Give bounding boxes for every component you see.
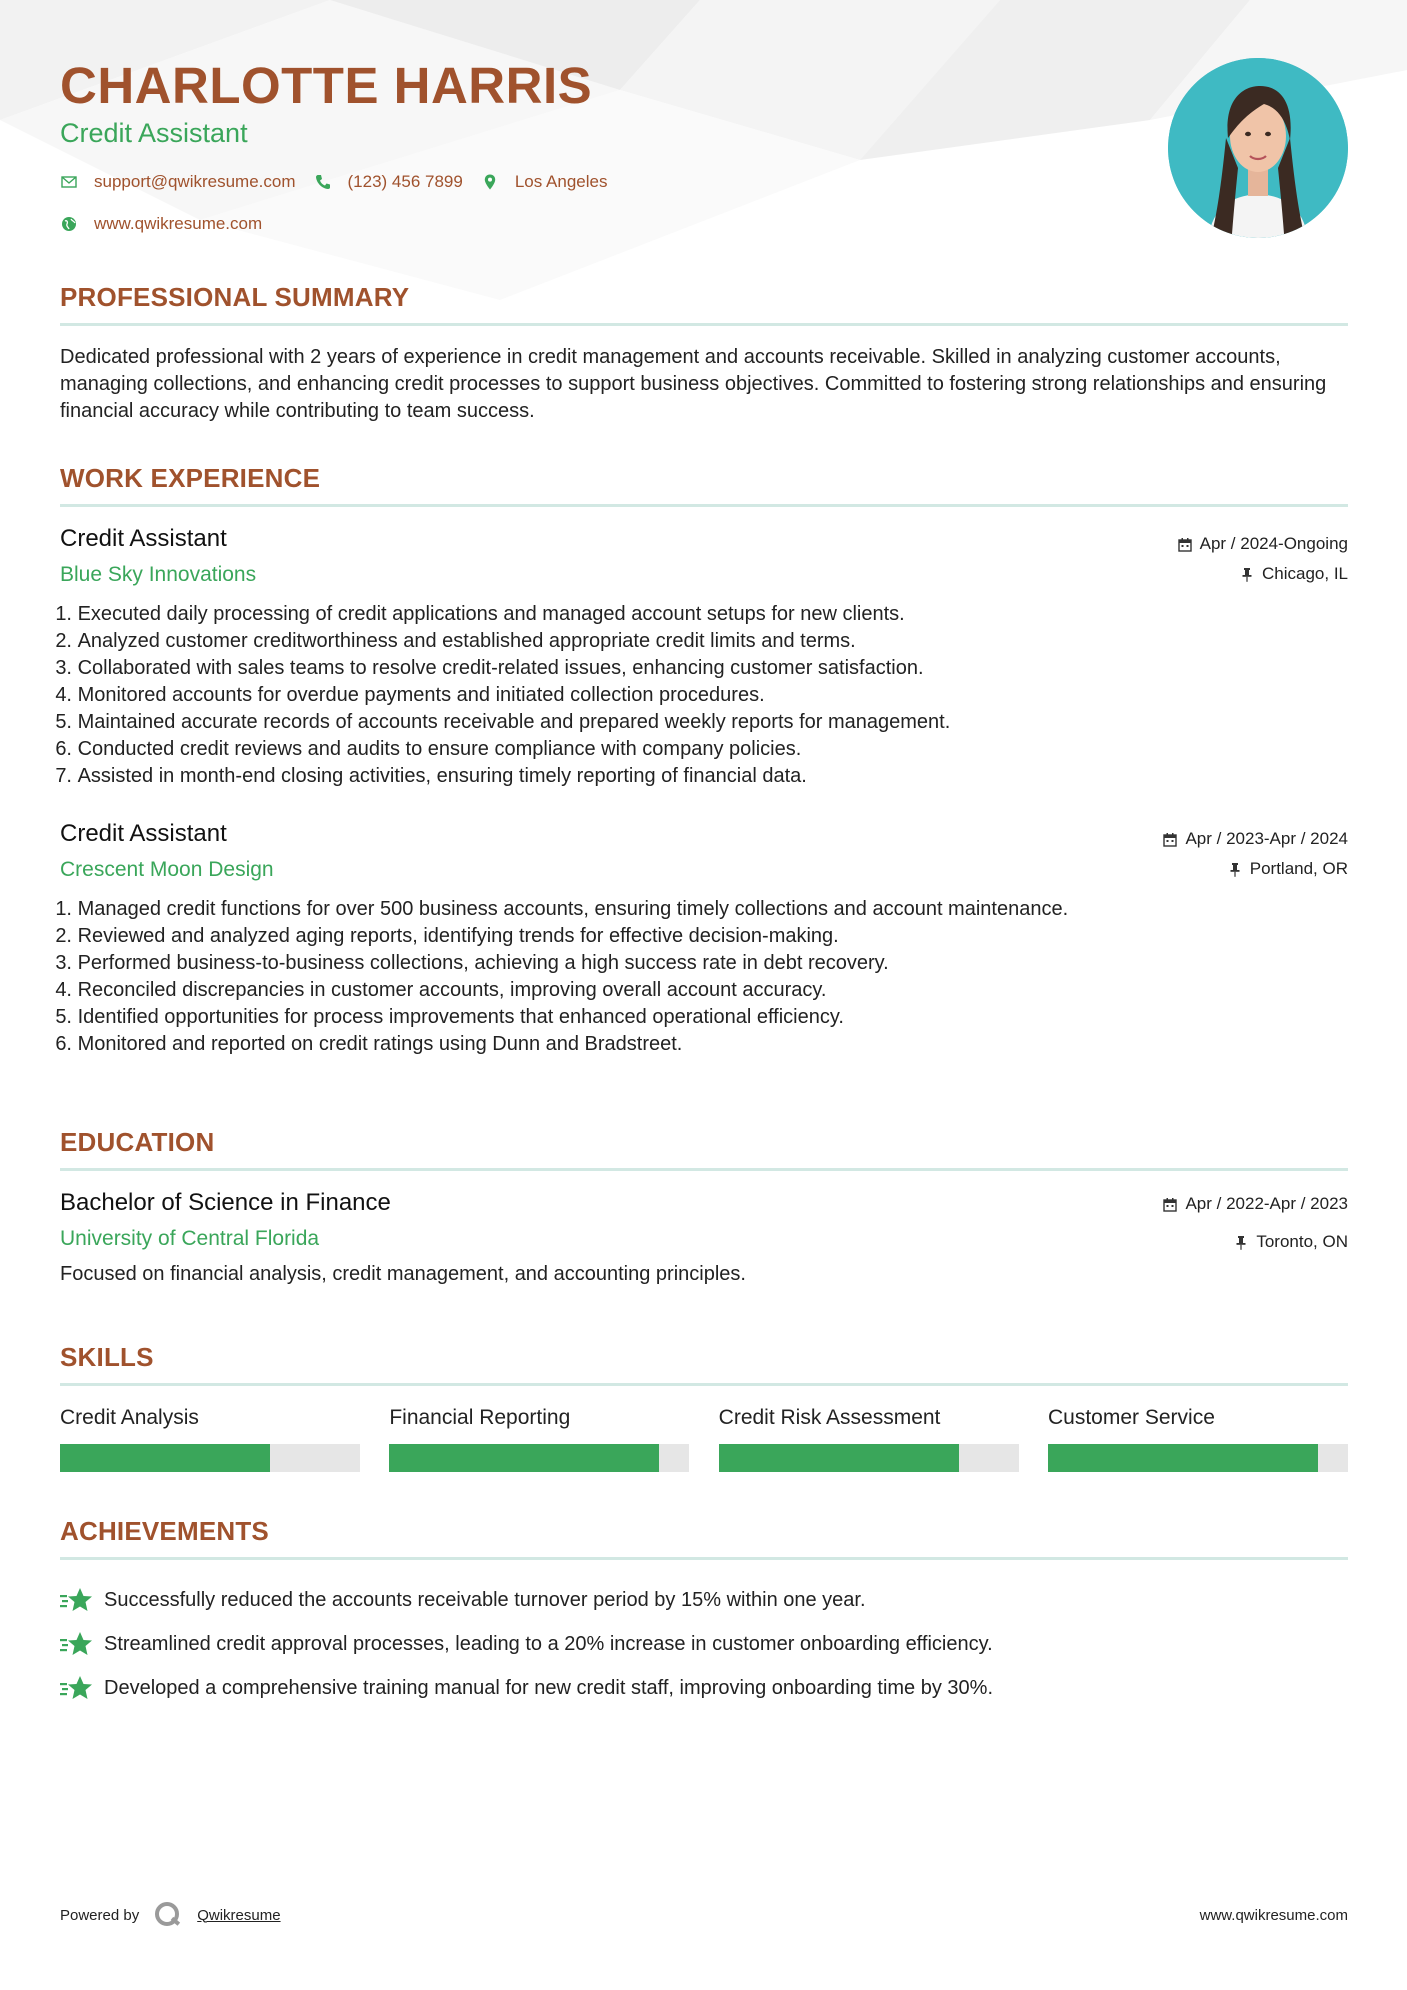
summary-heading: PROFESSIONAL SUMMARY	[60, 282, 410, 312]
list-item: 1. Executed daily processing of credit applications and managed account setups for new clients.	[55, 603, 905, 625]
phone-text: (123) 456 7899	[347, 172, 463, 191]
profile-photo-illustration	[1168, 58, 1348, 238]
section-divider	[60, 1168, 1348, 1171]
skill-name: Credit Risk Assessment	[718, 1406, 941, 1429]
pushpin-icon	[1228, 862, 1242, 877]
star-icon	[60, 1586, 94, 1614]
achievements-heading: ACHIEVEMENTS	[60, 1516, 269, 1546]
list-item: 2. Analyzed customer creditworthiness and established appropriate credit limits and terms.	[55, 630, 856, 652]
contact-website[interactable]	[60, 214, 262, 234]
list-item: 5. Identified opportunities for process improvements that enhanced operational efficiency.	[55, 1006, 844, 1028]
skill-item	[719, 1406, 1019, 1472]
contact-phone[interactable]	[314, 172, 463, 192]
list-item: 7. Assisted in month-end closing activities, ensuring timely reporting of financial data.	[55, 765, 807, 787]
list-item: 3. Collaborated with sales teams to resolve credit-related issues, enhancing customer satisfaction.	[55, 657, 924, 679]
job-dates-text: Apr / 2023-Apr / 2024	[1185, 829, 1348, 848]
education-heading: EDUCATION	[60, 1127, 215, 1157]
contact-row-secondary	[60, 214, 280, 234]
education-location	[1163, 1227, 1348, 1257]
list-item: 4. Monitored accounts for overdue payments and initiated collection procedures.	[55, 684, 765, 706]
education-dates-text: Apr / 2022-Apr / 2023	[1185, 1194, 1348, 1213]
pushpin-icon	[1240, 567, 1254, 582]
email-text: support@qwikresume.com	[94, 172, 296, 191]
list-item: 1. Managed credit functions for over 500 business accounts, ensuring timely collections and account maintenance.	[55, 898, 1069, 920]
experience-heading: WORK EXPERIENCE	[60, 463, 321, 493]
list-item: 6. Monitored and reported on credit ratings using Dunn and Bradstreet.	[55, 1033, 683, 1055]
job-title: Credit Assistant	[60, 820, 227, 847]
achievement-item	[60, 1578, 1348, 1622]
job-location	[1178, 559, 1348, 589]
list-item: 6. Conducted credit reviews and audits to ensure compliance with company policies.	[55, 738, 802, 760]
section-divider	[60, 1557, 1348, 1560]
achievement-text: Successfully reduced the accounts receivable turnover period by 15% within one year.	[104, 1588, 866, 1611]
map-pin-icon	[481, 173, 499, 191]
skill-item	[389, 1406, 689, 1472]
calendar-icon	[1163, 832, 1177, 847]
summary-text: Dedicated professional with 2 years of experience in credit management and accounts receivable. Skilled in analyzing customer accounts, managing collections, and enhancing credit processes to support business objectives. Committed to fostering strong relationships and ensuring financial accuracy while contributing to team success.	[60, 346, 1327, 422]
list-item: 2. Reviewed and analyzed aging reports, identifying trends for effective decision-making.	[55, 925, 839, 947]
skill-bar-fill	[389, 1444, 659, 1472]
education-entry	[60, 1189, 1348, 1286]
job-dates-text: Apr / 2024-Ongoing	[1199, 534, 1348, 553]
achievement-item	[60, 1666, 1348, 1710]
education-meta	[1163, 1189, 1348, 1257]
job-entry	[55, 820, 1348, 1058]
job-dates	[1178, 529, 1348, 559]
footer	[60, 1900, 1348, 1930]
location-text: Los Angeles	[514, 172, 608, 191]
job-bullets	[55, 601, 1348, 790]
pushpin-icon	[1234, 1235, 1248, 1250]
job-dates	[1163, 824, 1348, 854]
achievements-list	[60, 1578, 1348, 1710]
phone-icon	[314, 173, 332, 191]
globe-icon	[60, 215, 78, 233]
skills-grid	[60, 1406, 1348, 1472]
job-entry	[55, 525, 1348, 790]
section-divider	[60, 323, 1348, 326]
education-description: Focused on financial analysis, credit management, and accounting principles.	[60, 1263, 746, 1285]
qwikresume-link[interactable]: Qwikresume	[197, 1906, 281, 1924]
job-location-text: Chicago, IL	[1262, 564, 1348, 583]
skill-name: Financial Reporting	[389, 1406, 571, 1429]
qwikresume-logo-icon	[153, 1900, 183, 1930]
section-divider	[60, 1383, 1348, 1386]
degree-title: Bachelor of Science in Finance	[60, 1189, 391, 1216]
education-dates	[1163, 1189, 1348, 1219]
avatar	[1168, 58, 1348, 238]
experience-section	[55, 463, 1348, 1058]
list-item: 3. Performed business-to-business collections, achieving a high success rate in debt recovery.	[55, 952, 889, 974]
skills-heading: SKILLS	[60, 1342, 154, 1372]
job-location-text: Portland, OR	[1249, 859, 1348, 878]
skill-name: Credit Analysis	[60, 1406, 199, 1429]
calendar-icon	[1163, 1197, 1177, 1212]
contact-row-primary	[60, 172, 625, 192]
website-text: www.qwikresume.com	[94, 214, 263, 233]
education-section	[60, 1127, 1348, 1286]
star-icon	[60, 1630, 94, 1658]
skill-bar	[1048, 1444, 1348, 1472]
skill-bar	[719, 1444, 1019, 1472]
skill-bar-fill	[1048, 1444, 1318, 1472]
contact-location	[481, 172, 608, 192]
skill-name: Customer Service	[1047, 1406, 1215, 1429]
list-item: 4. Reconciled discrepancies in customer accounts, improving overall account accuracy.	[55, 979, 827, 1001]
skill-item	[1048, 1406, 1348, 1472]
candidate-name: CHARLOTTE HARRIS	[60, 57, 593, 114]
powered-by-label: Powered by	[60, 1906, 140, 1924]
job-location	[1163, 854, 1348, 884]
achievement-text: Developed a comprehensive training manual for new credit staff, improving onboarding time by 30%.	[104, 1676, 994, 1699]
education-location-text: Toronto, ON	[1256, 1232, 1348, 1251]
star-icon	[60, 1674, 94, 1702]
job-title: Credit Assistant	[60, 525, 227, 552]
list-item: 5. Maintained accurate records of accounts receivable and prepared weekly reports for management.	[55, 711, 951, 733]
job-company: Crescent Moon Design	[60, 858, 274, 881]
envelope-icon	[60, 173, 78, 191]
summary-section	[60, 282, 1348, 425]
skill-item	[60, 1406, 360, 1472]
skill-bar	[60, 1444, 360, 1472]
candidate-role: Credit Assistant	[60, 118, 248, 148]
job-company: Blue Sky Innovations	[60, 563, 257, 586]
contact-email[interactable]	[60, 172, 296, 192]
calendar-icon	[1178, 537, 1192, 552]
skills-section	[60, 1342, 1348, 1472]
footer-website[interactable]: www.qwikresume.com	[1199, 1906, 1348, 1924]
skill-bar-fill	[60, 1444, 270, 1472]
skill-bar-fill	[719, 1444, 959, 1472]
school-name: University of Central Florida	[60, 1227, 320, 1250]
achievement-item	[60, 1622, 1348, 1666]
job-meta	[1178, 529, 1348, 589]
section-divider	[60, 504, 1348, 507]
skill-bar	[389, 1444, 689, 1472]
job-meta	[1163, 824, 1348, 884]
job-bullets	[55, 896, 1348, 1058]
achievements-section	[60, 1516, 1348, 1710]
achievement-text: Streamlined credit approval processes, leading to a 20% increase in customer onboarding efficiency.	[104, 1632, 993, 1655]
